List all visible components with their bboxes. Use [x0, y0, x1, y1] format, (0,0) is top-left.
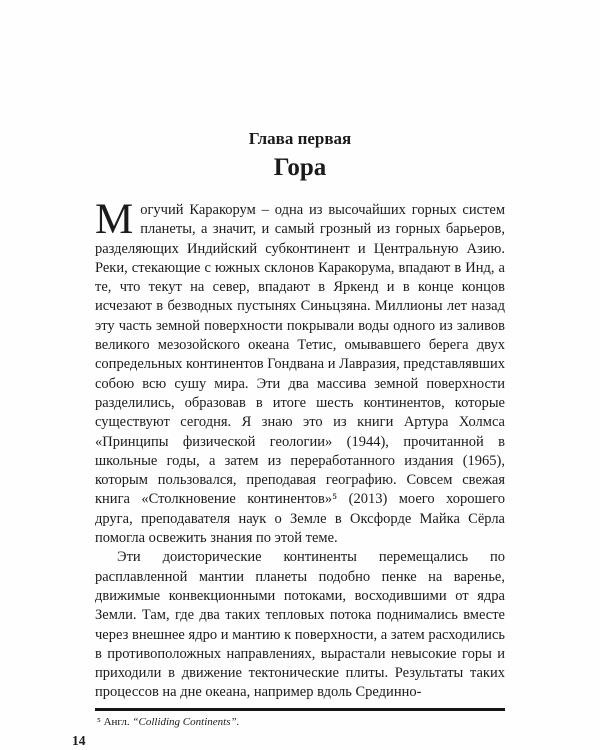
page-number: 14 — [72, 733, 86, 748]
footnote-language-label: Англ. — [103, 716, 133, 728]
drop-cap: М — [95, 196, 134, 243]
chapter-title: Гора — [273, 154, 327, 181]
paragraph-1-text: огучий Каракорум – одна из высочайших горных систем планеты, а значит, и самый грозный из горных барьеров, разделяющих Индийский субконтинент и Центральную Азию. Реки, стекающие с южных склонов Каракорума, впадают в Инд, а те, что текут на север, впадают в Яркенд и в конце концов исчезают в безводных пустынях Синьцзяна. Миллионы лет назад эту часть земной поверхности покрывали воды одного из заливов великого мезозойского океана Тетис, омывавшего берега двух сопредельных континентов Гондвана и Лавразия, представлявших собою всю сушу мира. Эти два массива земной поверхности разделились, образовав в итоге шесть континентов, которые существуют сегодня. Я знаю это из книги Артура Холмса «Принципы физической геологии» (1944), прочитанной в школьные годы, а затем из переработанного издания (1965), которым пользовался, преподавая географию. Совсем свежая книга «Столкновение континентов»⁵ (2013) моего хорошего друга, преподавателя наук о Земле в Оксфорде Майка Сёрла помогла освежить знания по этой теме. — [95, 202, 505, 547]
paragraph-1 — [95, 196, 505, 548]
body-text — [95, 196, 505, 703]
text-block — [95, 128, 505, 703]
footnote-work-title: “Colliding Continents”. — [132, 716, 240, 728]
chapter-label: Глава первая — [248, 129, 352, 148]
footnote — [97, 715, 505, 729]
paragraph-2: Эти доисторические континенты перемещались по расплавленной мантии планеты подобно пенке на варенье, движимые конвекционными потоками, восходившими от ядра Земли. Там, где два таких тепловых потока поднимались вместе через внешнее ядро и мантию к поверхности, а затем расходились в противоположных направлениях, вырастали невысокие горы и приходили в движение тектонические плиты. Результаты таких процессов на дне океана, например вдоль Срединно- — [95, 549, 505, 701]
footnote-marker: ⁵ — [97, 716, 104, 728]
footnote-divider — [95, 708, 505, 711]
footnote-area — [95, 708, 505, 729]
